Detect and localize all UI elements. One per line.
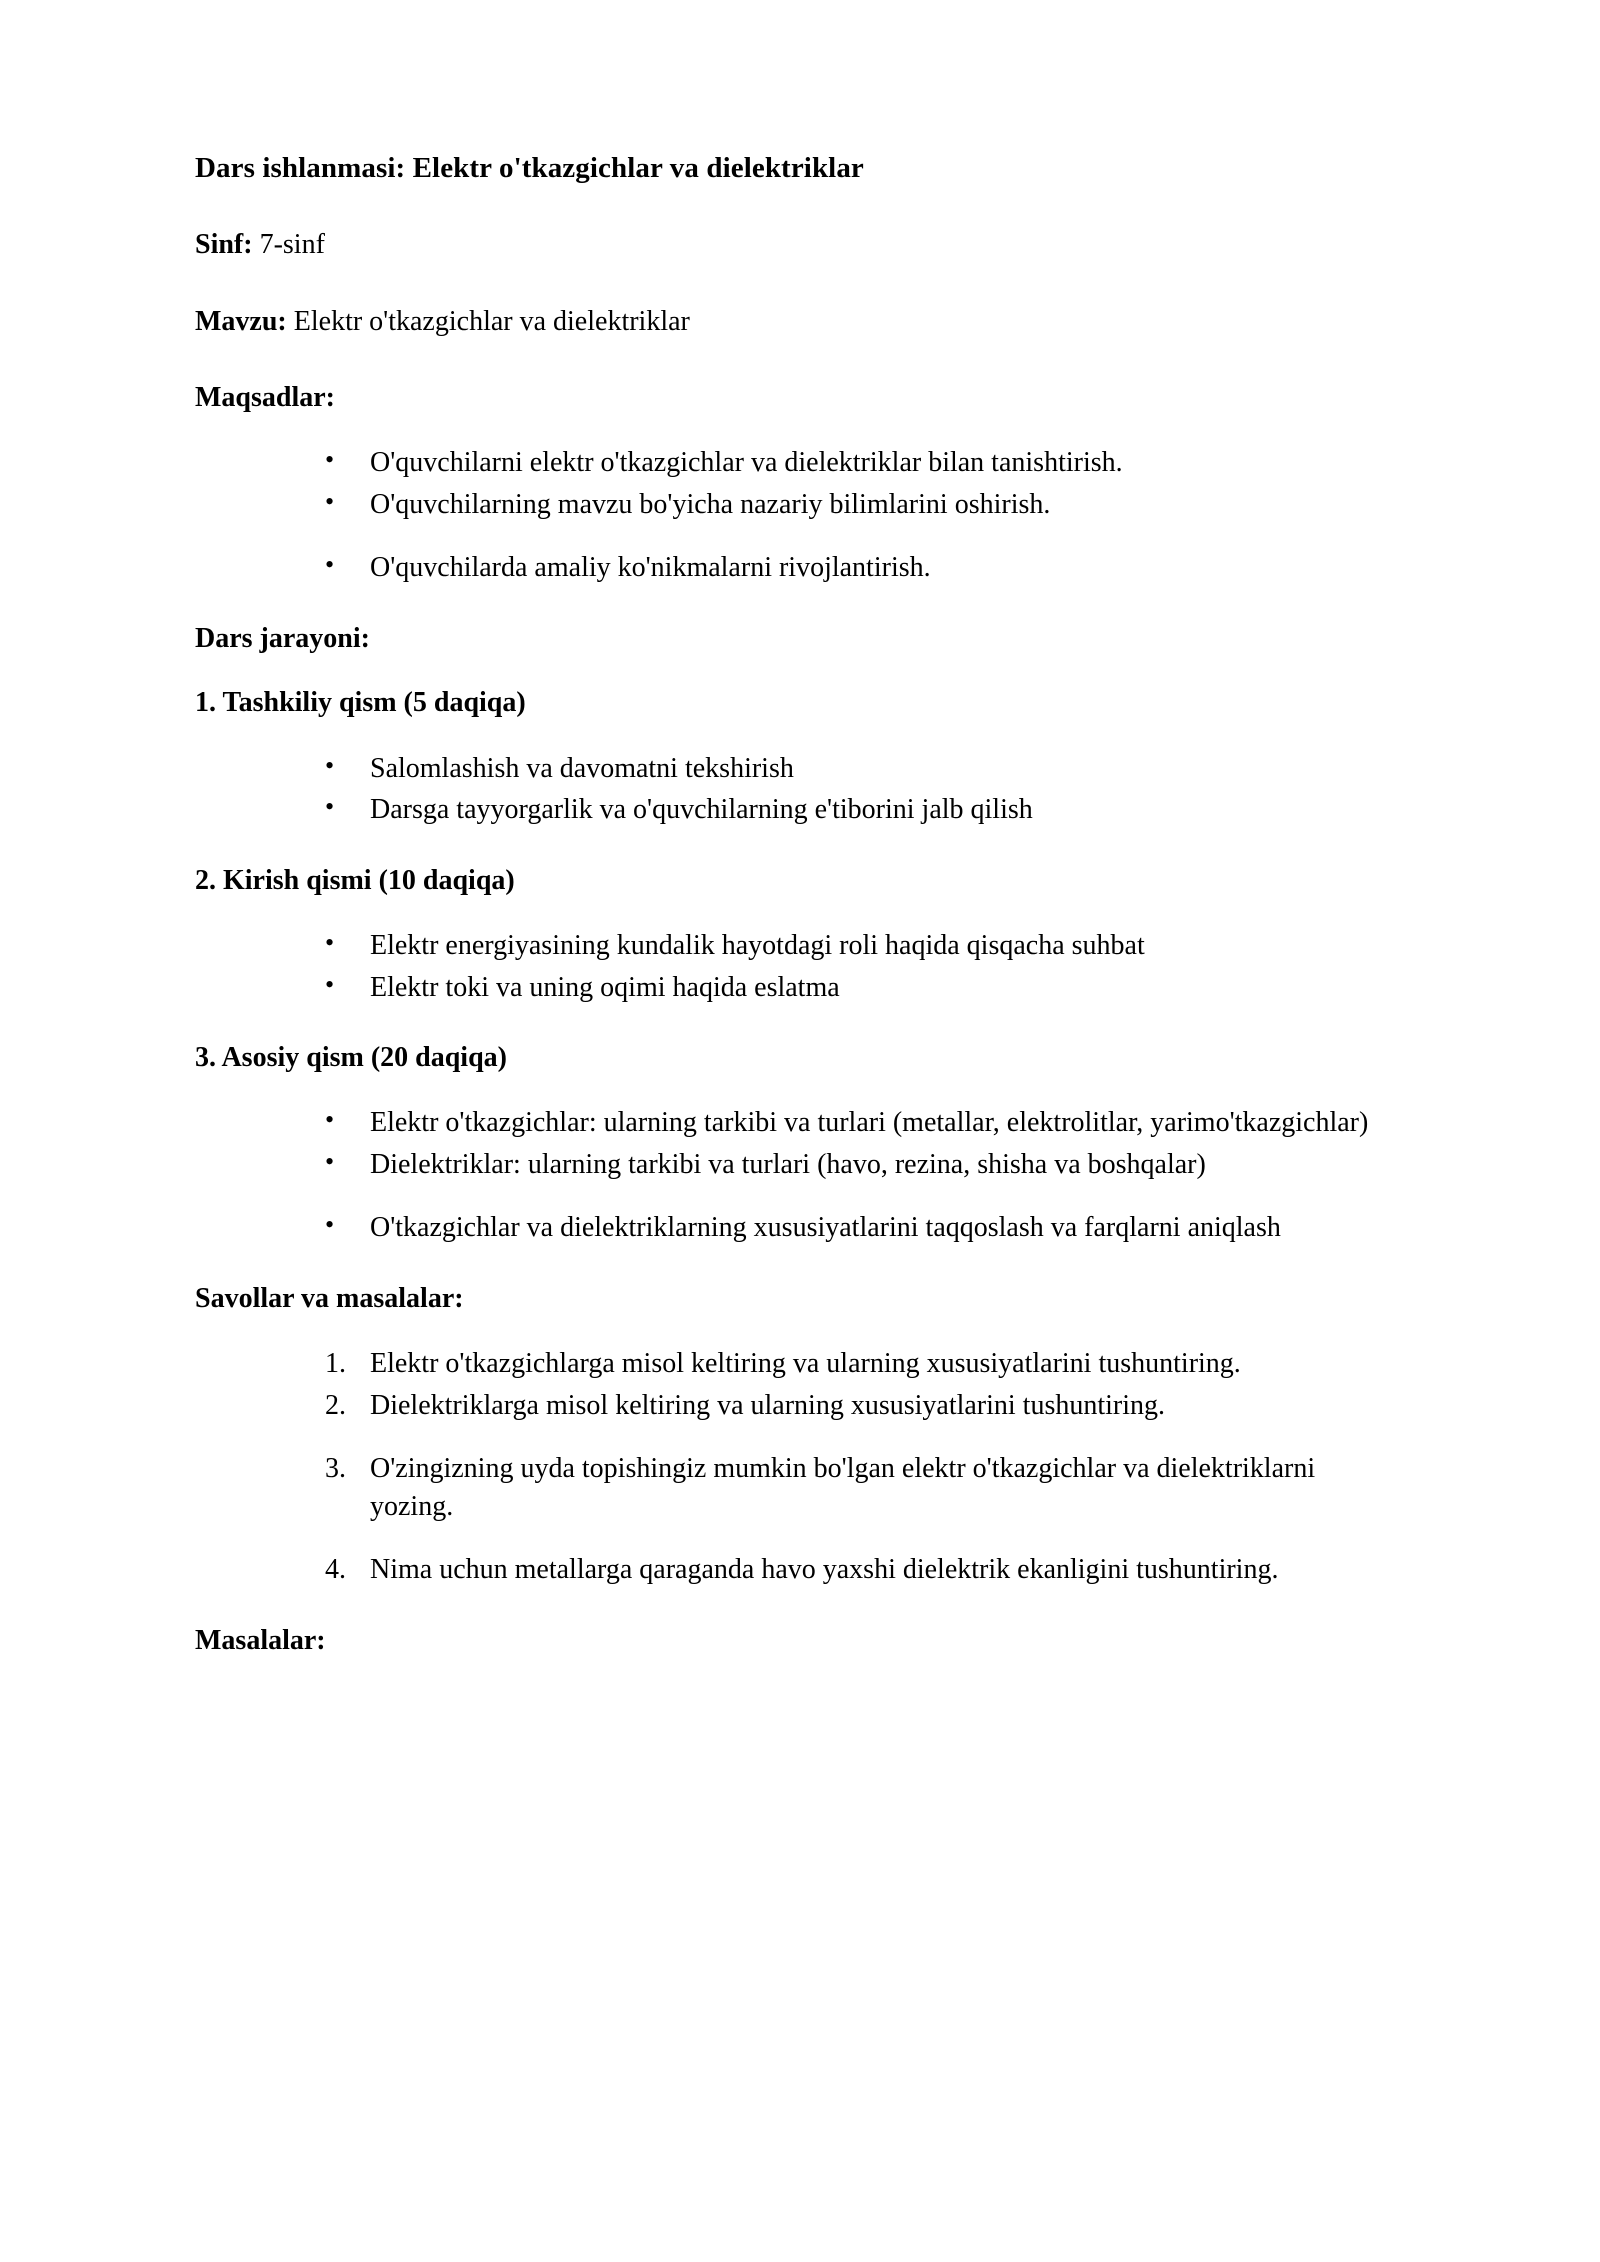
list-item: • O'quvchilarni elektr o'tkazgichlar va dielektriklar bilan tanishtirish.	[325, 444, 1405, 482]
list-item: • Darsga tayyorgarlik va o'quvchilarning e'tiborini jalb qilish	[325, 791, 1405, 829]
meta-label-mavzu: Mavzu:	[195, 305, 287, 337]
heading-savollar-va-masalalar: Savollar va masalalar:	[195, 1283, 464, 1314]
heading-maqsadlar: Maqsadlar:	[195, 381, 335, 413]
list-item: • Salomlashish va davomatni tekshirish	[325, 750, 1405, 788]
section-1-list	[195, 750, 1405, 829]
list-item: • Elektr o'tkazgichlar: ularning tarkibi va turlari (metallar, elektrolitlar, yarimo'tkazgichlar)	[325, 1104, 1405, 1142]
heading-section-1: 1. Tashkiliy qism (5 daqiqa)	[195, 687, 526, 719]
heading-dars-jarayoni: Dars jarayoni:	[195, 622, 370, 654]
list-item: Dielektriklarga misol keltiring va ularning xususiyatlarini tushuntiring.	[370, 1389, 1166, 1421]
list-item: • Dielektriklar: ularning tarkibi va turlari (havo, rezina, shisha va boshqalar)	[325, 1146, 1405, 1184]
section-2-list	[195, 927, 1405, 1006]
meta-line-sinf	[195, 227, 1405, 263]
heading-section-3: 3. Asosiy qism (20 daqiqa)	[195, 1042, 507, 1074]
meta-value-sinf: 7-sinf	[259, 229, 325, 261]
list-item: • O'quvchilarda amaliy ko'nikmalarni rivojlantirish.	[325, 549, 1405, 587]
page-title: Dars ishlanmasi: Elektr o'tkazgichlar va dielektriklar	[195, 152, 864, 184]
list-item: • O'quvchilarning mavzu bo'yicha nazariy bilimlarini oshirish.	[325, 486, 1405, 524]
objectives-list	[195, 444, 1405, 587]
meta-label-sinf: Sinf:	[195, 229, 253, 261]
meta-line-mavzu	[195, 304, 1405, 340]
heading-section-2: 2. Kirish qismi (10 daqiqa)	[195, 864, 515, 896]
list-item: Nima uchun metallarga qaraganda havo yaxshi dielektrik ekanligini tushuntiring.	[370, 1554, 1279, 1586]
heading-masalalar: Masalalar:	[195, 1624, 326, 1656]
list-item: • Elektr toki va uning oqimi haqida eslatma	[325, 969, 1405, 1007]
section-3-list	[195, 1104, 1405, 1247]
list-item: Elektr o'tkazgichlarga misol keltiring va ularning xususiyatlarini tushuntiring.	[370, 1348, 1241, 1380]
list-item: O'zingizning uyda topishingiz mumkin bo'lgan elektr o'tkazgichlar va dielektriklarni yozing.	[370, 1453, 1316, 1522]
list-item: • Elektr energiyasining kundalik hayotdagi roli haqida qisqacha suhbat	[325, 927, 1405, 965]
list-item: • O'tkazgichlar va dielektriklarning xususiyatlarini taqqoslash va farqlarni aniqlash	[325, 1209, 1405, 1247]
questions-list	[195, 1345, 1405, 1589]
meta-value-mavzu: Elektr o'tkazgichlar va dielektriklar	[293, 305, 690, 337]
